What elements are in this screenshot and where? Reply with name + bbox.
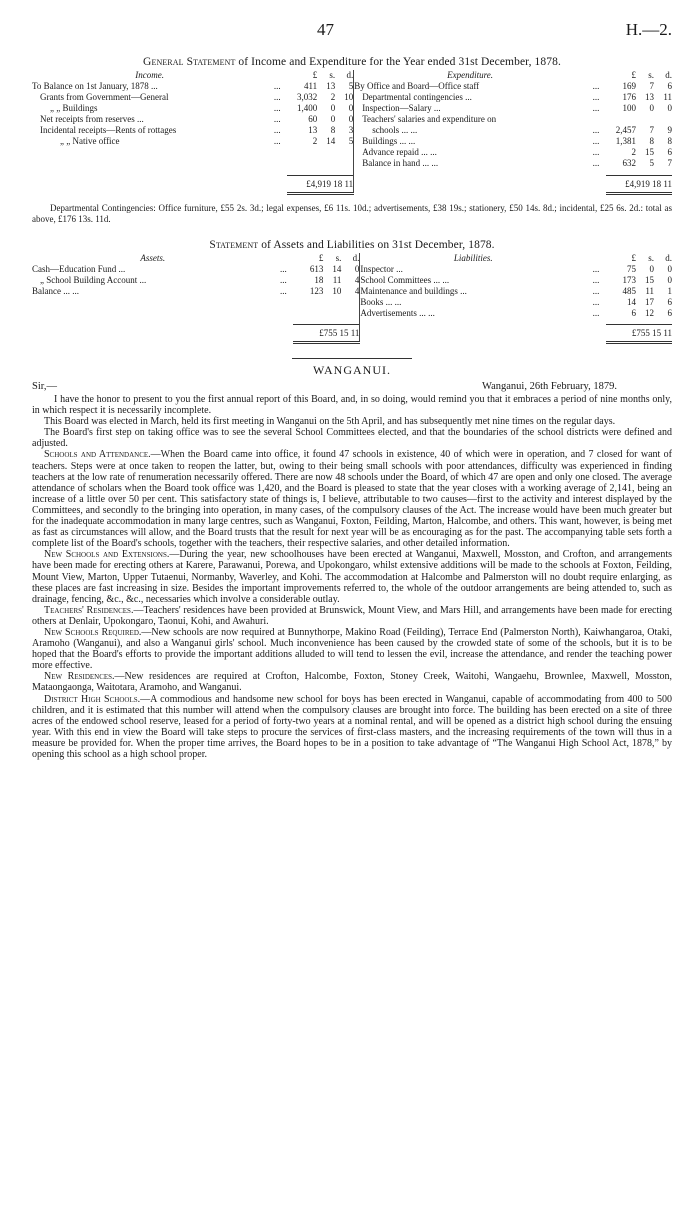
row-leader: ... <box>592 307 600 318</box>
amount-pence: 0 <box>335 114 354 125</box>
right-total: £755 15 11 <box>606 325 672 343</box>
row-label: Departmental contingencies ... <box>362 92 472 102</box>
row-leader: ... <box>280 274 287 285</box>
amount-pence: 0 <box>335 103 354 114</box>
amount-pence: 0 <box>341 264 360 275</box>
row-label: schools ... ... <box>372 125 418 135</box>
row-leader <box>586 114 606 125</box>
row-label: Inspector ... <box>360 263 403 274</box>
row-leader: ... <box>280 263 287 274</box>
row-label: Net receipts from reserves ... <box>40 114 144 124</box>
amount-shillings: 2 <box>330 92 336 102</box>
paragraph-text: —New residences are required at Crofton, Halcombe, Foxton, Stoney Creek, Waitohi, Wangaehu, Brownlee, Maxwell, Mosston, Mataongaonga, Waitotara, Aramoho, and Wanganui. <box>32 671 673 694</box>
amount-pence: 6 <box>667 307 672 318</box>
row-label: By Office and Board—Office staff <box>354 81 480 91</box>
row-label: Balance ... ... <box>32 285 79 296</box>
amount-pounds: 176 <box>622 92 636 102</box>
row-leader: ... <box>273 125 281 135</box>
amount-shillings: 0 <box>649 263 654 274</box>
region-heading: WANGANUI. <box>313 363 391 377</box>
row-leader: ... <box>592 125 600 135</box>
letter-salutation-line <box>32 381 672 394</box>
row-label: Cash—Education Fund ... <box>32 263 126 274</box>
amount-pounds: 632 <box>622 158 636 168</box>
amount-shillings: 5 <box>649 158 654 168</box>
row-leader: ... <box>592 81 600 91</box>
body-paragraph <box>32 627 672 671</box>
body-paragraph <box>32 416 672 427</box>
amount-pounds: 485 <box>622 285 636 296</box>
salutation: Sir,— <box>32 381 57 392</box>
amount-shillings: 14 <box>326 136 336 146</box>
table-row <box>32 103 672 114</box>
place-date: Wanganui, 26th February, 1879. <box>482 381 617 392</box>
amount-shillings: 0 <box>649 103 654 113</box>
row-label: Books ... ... <box>360 296 402 307</box>
amount-pounds <box>606 114 636 125</box>
amount-shillings: 0 <box>330 103 336 113</box>
row-label: Advertisements ... ... <box>360 307 435 318</box>
table-row <box>32 308 672 319</box>
amount-pounds: 123 <box>309 285 324 296</box>
amount-pounds: 2 <box>631 147 636 157</box>
table-row <box>32 264 672 275</box>
row-label: Balance in hand ... ... <box>362 158 439 168</box>
amount-pounds: 2 <box>312 136 318 146</box>
body-paragraph <box>32 394 672 416</box>
income-heading: Income. <box>135 70 164 80</box>
row-leader: ... <box>592 263 600 274</box>
amount-pounds: 2,457 <box>615 125 636 135</box>
amount-shillings: 7 <box>649 81 654 91</box>
amount-shillings: 8 <box>649 136 654 146</box>
amount-pounds: 75 <box>627 263 636 274</box>
amount-pence: 0 <box>667 263 672 274</box>
amount-pence: 7 <box>667 158 672 168</box>
paragraph-lead: Schools and Attendance. <box>44 449 151 461</box>
amount-pence: 6 <box>667 81 672 91</box>
amount-pounds: 60 <box>308 114 318 124</box>
row-label: Inspection—Salary ... <box>362 103 441 113</box>
expenditure-heading: Expenditure. <box>447 70 494 80</box>
amount-pounds: 1,400 <box>296 103 318 113</box>
amount-pounds: 613 <box>309 263 324 274</box>
amount-shillings: 13 <box>645 92 654 102</box>
paragraph-text: —During the year, new schoolhouses have been erected at Wanganui, Maxwell, Mosston, and Crofton, and arrangements have been made for erecting others at Karere, Parawanui, Porewa, and Upokongaro, whilst extensive additions will be made to the schools at Foxton, Feilding, Mount View, Marton, Upper Tutaenui, Normanby, Waverley, and Kohi. The accommodation at Halcombe and Palmerston will no doubt require enlarging, as these places are fast increasing in size. Besides the important improvements referred to, the whole of the outdoor arrangements are being attended to, such as drainage, fencing, &c., &c., necessaries which involve a considerable outlay. <box>32 549 672 605</box>
row-label: „ „ Native office <box>60 136 120 146</box>
amount-shillings: 13 <box>326 81 336 91</box>
amount-pence: 10 <box>335 92 354 103</box>
row-leader: ... <box>273 103 281 113</box>
paragraph-text: —New schools are now required at Bunnythorpe, Makino Road (Feilding), Terrace End (Palmerston North), Kaiwhangaroa, Otaki, Aramoho (Wanganui), and also a Wanganui girls' school. Much inconvenience has been caused by the crowded state of some of the schools, but it is to be hoped that the Board's efforts to provide the important additions alluded to will tend to lessen the evil, increase the attendance, and render the teaching power more effective. <box>32 626 672 672</box>
amount-shillings: 17 <box>645 296 654 307</box>
amount-shillings: 15 <box>645 274 654 285</box>
amount-shillings: 10 <box>332 285 342 296</box>
row-leader: ... <box>592 147 600 157</box>
body-paragraph <box>32 549 672 604</box>
amount-shillings: 11 <box>645 285 654 296</box>
assets-statement-title: Statement of Assets and Liabilities on 31st December, 1878. <box>209 238 495 251</box>
table-row <box>32 147 672 158</box>
table-row <box>32 297 672 308</box>
amount-pence: 0 <box>667 103 672 113</box>
paragraph-lead: New Schools Required. <box>44 626 142 638</box>
amount-shillings: 11 <box>332 274 342 285</box>
amount-shillings: 8 <box>330 125 336 135</box>
body-paragraph <box>32 671 672 693</box>
row-label: School Committees ... ... <box>360 274 450 285</box>
row-label: Advance repaid ... ... <box>362 147 437 157</box>
body-paragraph <box>32 605 672 627</box>
paragraph-text: —When the Board came into office, it found 47 schools in existence, 40 of which were in operation, and 7 closed for want of teachers. Steps were at once taken to reopen the latter, but, owing to their being small schools with poor attendances, difficulty was experienced in finding teachers at the low rate of renumeration necessarily offered. There are now 48 schools under the Board, of which 47 are open and only one closed. The average attendance of scholars when the Board took office was 1,420, and the Board is pleased to state that the year closes with a working average of 2,141, being an increase of a little over 50 per cent. This satisfactory state of things is, I believe, attributable to two causes—first to the activity and interest displayed by the Committees, and secondly to the bringing into operation, in many cases, of the compulsory clauses of the Act. The increase would have been much greater but for the inadequate accommodation in many large centres, such as Wanganui, Foxton, Feilding, Marton, Halcombe, and others. This want, however, is being met as fast as circumstances will allow, and the Board trusts that the result for next year will be as encouraging as for the past. The accompanying table sets forth a complete list of the Board's schools, together with the teachers, their respective salaries, and other detailed information. <box>32 449 672 550</box>
letter-body <box>32 394 672 760</box>
amount-pounds: 18 <box>314 274 324 285</box>
body-paragraph <box>32 449 672 549</box>
amount-pence: 6 <box>667 296 672 307</box>
amount-pounds: 3,032 <box>296 92 318 102</box>
amount-pence: 9 <box>667 125 672 135</box>
amount-pounds: 13 <box>308 125 318 135</box>
amount-shillings: 0 <box>330 114 336 124</box>
amount-pence: 11 <box>663 92 672 102</box>
row-leader: ... <box>592 296 600 307</box>
liabilities-heading: Liabilities. <box>453 252 493 263</box>
amount-shillings: 7 <box>649 125 654 135</box>
amount-shillings: 14 <box>332 263 342 274</box>
table-row <box>32 114 672 125</box>
paragraph-lead: New Residences. <box>44 671 115 683</box>
row-label: Maintenance and buildings ... <box>360 285 467 296</box>
amount-pence: 6 <box>667 147 672 157</box>
paragraph-text: I have the honor to present to you the first annual report of this Board, and, in so doing, would remind you that it embraces a period of nine months only, in which respect it is necessarily incomplete. <box>32 394 672 417</box>
row-leader: ... <box>592 136 600 146</box>
row-leader: ... <box>592 285 600 296</box>
right-total: £4,919 18 11 <box>606 175 672 193</box>
row-leader: ... <box>273 92 281 102</box>
paragraph-text: This Board was elected in March, held its first meeting in Wanganui on the 5th April, and has subsequently met nine times on the regular days. <box>44 416 616 428</box>
row-leader: ... <box>592 274 600 285</box>
assets-liabilities-table: Assets. £ s. d. Liabilities. £ s. d. Cash—Education Fund ... ... 613 14 0 Inspector ... ... 75 0 0 „ School Building Account ... ... 18 11 4 School Committees ... ... ... 173 15 0 Balance ... ... ... 123 10 4 Maintenance and buildings ... ... 485 11 1 Books ... ... ... 14 17 6 Advertisements ... ... ... 6 12 6 £755 15 11 £755 15 11 <box>32 253 672 345</box>
amount-pounds: 100 <box>622 103 636 113</box>
amount-pounds: 173 <box>622 274 636 285</box>
section-divider <box>292 358 412 359</box>
income-statement-title: General Statement of Income and Expenditure for the Year ended 31st December, 1878. <box>143 56 561 68</box>
amount-pence: 4 <box>341 275 360 286</box>
amount-pounds: 169 <box>622 81 636 91</box>
row-leader: ... <box>592 92 600 102</box>
document-page <box>32 0 672 760</box>
row-leader: ... <box>273 81 281 91</box>
left-total: £4,919 18 11 <box>287 175 354 193</box>
amount-shillings: 12 <box>645 307 654 318</box>
assets-heading: Assets. <box>140 252 166 263</box>
section-code: H.—2. <box>625 20 672 39</box>
row-label: „ School Building Account ... <box>40 274 147 285</box>
income-expenditure-table: Income. £ s. d. Expenditure. £ s. d. To Balance on 1st January, 1878 ... ... 411 13 5 By Office and Board—Office staff ... 169 7 6 Grants from Government—General ... 3,032 2 10 Departmental contingencies ... ... 176 13 11 „ „ Buildings ... 1,400 0 0 Inspection—Salary ... ... 100 0 0 Net receipts from reserves ... ... 60 0 0 Teachers' salaries and expenditure on Incidental receipts—Rents of rottages ... 13 8 3 schools ... ... ... 2,457 7 9 „ „ Native office ... 2 14 5 Buildings ... ... ... 1,381 8 8 Advance repaid ... ... ... 2 15 6 Balance in hand ... ... ... 632 5 7 £4,919 18 11 £4,919 18 11 <box>32 70 672 195</box>
amount-pence <box>654 114 672 125</box>
amount-pounds: 411 <box>304 81 318 91</box>
amount-pence: 5 <box>335 136 354 147</box>
row-label: „ „ Buildings <box>50 103 98 113</box>
amount-pence: 0 <box>667 274 672 285</box>
amount-shillings: 15 <box>645 147 654 157</box>
row-leader: ... <box>592 158 600 168</box>
row-leader: ... <box>273 136 281 146</box>
paragraph-lead: New Schools and Extensions. <box>44 549 170 561</box>
row-label: Incidental receipts—Rents of rottages <box>40 125 177 135</box>
amount-pounds: 1,381 <box>615 136 636 146</box>
amount-pence: 5 <box>335 81 354 92</box>
table-row <box>32 125 672 136</box>
body-paragraph <box>32 427 672 449</box>
amount-pence: 1 <box>667 285 672 296</box>
table-row <box>32 286 672 297</box>
row-leader: ... <box>592 103 600 113</box>
row-label: Grants from Government—General <box>40 92 169 102</box>
row-label: Teachers' salaries and expenditure on <box>362 114 497 124</box>
amount-pounds: 6 <box>631 307 636 318</box>
row-leader: ... <box>280 285 287 296</box>
body-paragraph <box>32 694 672 761</box>
amount-pence: 3 <box>335 125 354 136</box>
amount-shillings <box>636 114 654 125</box>
amount-pounds: 14 <box>627 296 636 307</box>
table-row <box>32 136 672 147</box>
paragraph-text: —Teachers' residences have been provided at Brunswick, Mount View, and Mars Hill, and arrangements have been made for erecting others at Denlair, Upokongaro, Taonui, Kohi, and Awahuri. <box>32 604 673 627</box>
table-row <box>32 92 672 103</box>
paragraph-text: The Board's first step on taking office was to see the several School Committees elected, and that the boundaries of the school districts were defined and adjusted. <box>32 427 672 450</box>
amount-pence: 4 <box>341 286 360 297</box>
paragraph-lead: Teachers' Residences. <box>44 604 134 616</box>
row-label: Buildings ... ... <box>362 136 416 146</box>
contingencies-note: Departmental Contingencies: Office furniture, £55 2s. 3d.; legal expenses, £6 11s. 10d.; advertisements, £38 19s.; stationery, £50 14s. 8d.; incidental, £25 6s. 2d.: total as above, £176 13s. 11d. <box>32 202 672 224</box>
table-row <box>32 81 672 92</box>
left-total: £755 15 11 <box>293 325 360 343</box>
table-row <box>32 275 672 286</box>
table-row <box>32 158 672 169</box>
totals-row <box>32 325 672 343</box>
amount-pence: 8 <box>667 136 672 146</box>
page-header <box>32 0 672 40</box>
totals-row <box>32 175 672 193</box>
page-number: 47 <box>317 20 334 39</box>
paragraph-lead: District High Schools. <box>44 693 141 705</box>
row-label: To Balance on 1st January, 1878 ... <box>32 81 158 91</box>
row-leader: ... <box>273 114 281 124</box>
paragraph-text: —A commodious and handsome new school for boys has been erected in Wanganui, capable of accommodating from 400 to 500 children, and it is estimated that this number will attend when the compulsory clauses are brought into force. The building has been erected on a site of three acres of the endowed school reserve, leased for a period of forty-two years at a nominal rental, and will be opened as a district high school during the ensuing year. With this end in view the Board will take steps to procure the services of first-class masters, and the increasing requirements of the town will thus in a measure be provided for. When the proper time arrives, the Board hopes to be in a position to take advantage of “The Wanganui High School Act, 1878,” by opening this school as a high school proper. <box>32 693 672 760</box>
